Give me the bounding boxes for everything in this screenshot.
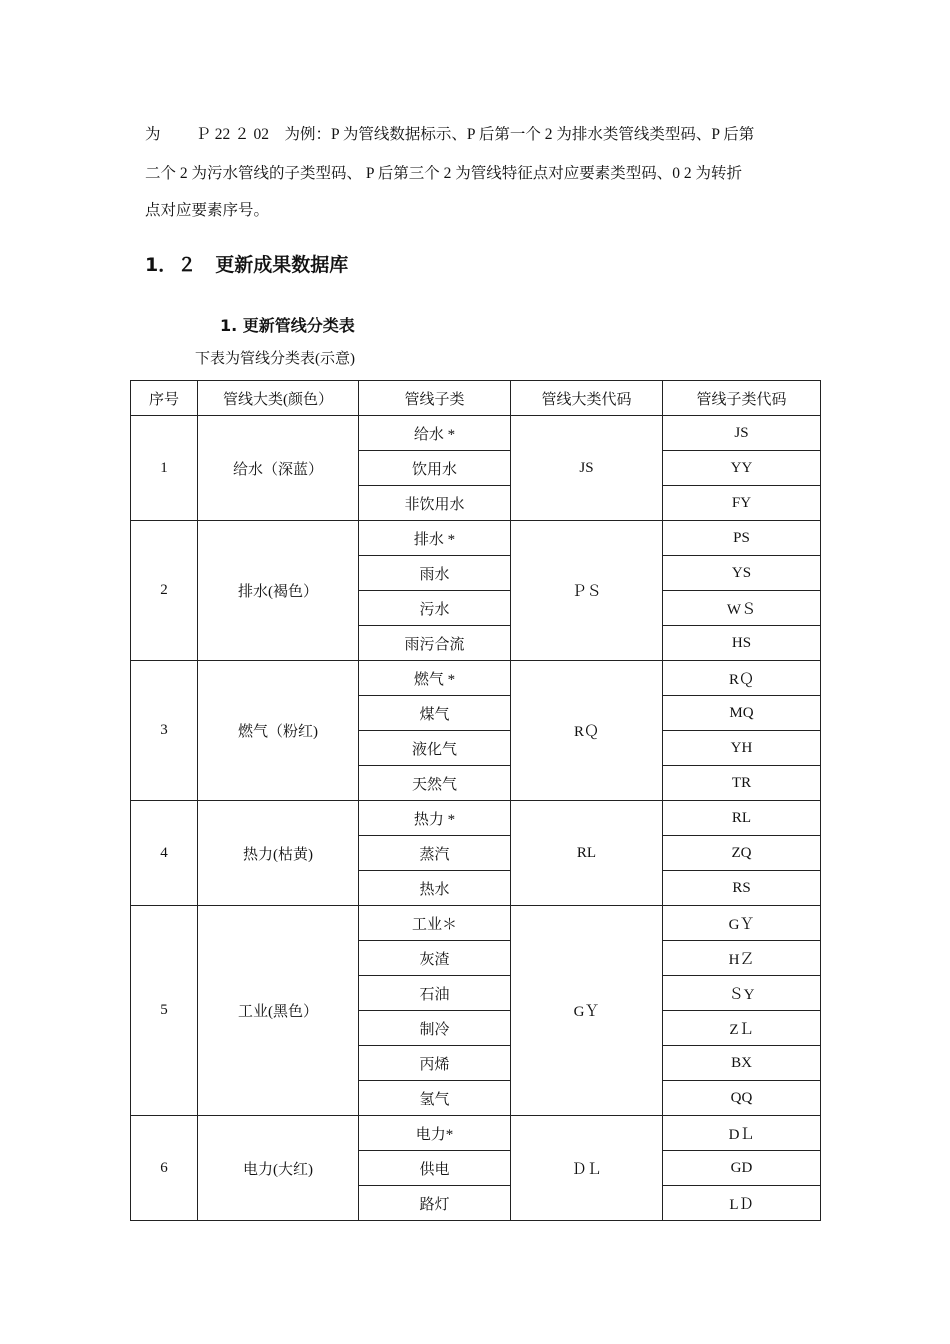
- cell-subcategory-code: HＺ: [663, 941, 821, 976]
- cell-category: 给水（深蓝）: [198, 416, 359, 521]
- cell-subcategory-code: MQ: [663, 696, 821, 731]
- cell-subcategory-code: PS: [663, 521, 821, 556]
- table-header-row: [131, 381, 821, 416]
- cell-subcategory-code: TR: [663, 766, 821, 801]
- cell-subcategory: 电力*: [359, 1116, 511, 1151]
- header-category: 管线大类(颜色）: [198, 381, 359, 416]
- cell-subcategory: 热水: [359, 871, 511, 906]
- cell-subcategory: 液化气: [359, 731, 511, 766]
- intro-line-2: 二个 2 为污水管线的子类型码、 P 后第三个 2 为管线特征点对应要素类型码、0 2 为转折: [145, 165, 743, 182]
- cell-subcategory-code: LＤ: [663, 1186, 821, 1221]
- cell-subcategory-code: QQ: [663, 1081, 821, 1116]
- table-row: [131, 521, 821, 556]
- cell-category-code: ＰＳ: [511, 521, 663, 661]
- table-row: [131, 1116, 821, 1151]
- header-subcategory-code: 管线子类代码: [663, 381, 821, 416]
- cell-category: 电力(大红): [198, 1116, 359, 1221]
- table-row: [131, 416, 821, 451]
- cell-subcategory-code: GD: [663, 1151, 821, 1186]
- cell-subcategory: 雨水: [359, 556, 511, 591]
- cell-subcategory-code: DＬ: [663, 1116, 821, 1151]
- cell-no: 2: [131, 521, 198, 661]
- cell-subcategory: 石油: [359, 976, 511, 1011]
- cell-category-code: RＱ: [511, 661, 663, 801]
- cell-subcategory-code: RS: [663, 871, 821, 906]
- header-no: 序号: [131, 381, 198, 416]
- cell-subcategory: 排水 *: [359, 521, 511, 556]
- cell-subcategory: 制冷: [359, 1011, 511, 1046]
- cell-no: 3: [131, 661, 198, 801]
- table-row: [131, 801, 821, 836]
- pipeline-classification-table: [130, 380, 821, 1221]
- cell-category-code: GＹ: [511, 906, 663, 1116]
- cell-category-code: JS: [511, 416, 663, 521]
- cell-category-code: ＤＬ: [511, 1116, 663, 1221]
- cell-subcategory-code: ZＬ: [663, 1011, 821, 1046]
- cell-subcategory-code: WＳ: [663, 591, 821, 626]
- cell-subcategory: 雨污合流: [359, 626, 511, 661]
- header-category-code: 管线大类代码: [511, 381, 663, 416]
- cell-subcategory: 路灯: [359, 1186, 511, 1221]
- cell-no: 1: [131, 416, 198, 521]
- cell-subcategory-code: FY: [663, 486, 821, 521]
- table-row: [131, 906, 821, 941]
- cell-no: 4: [131, 801, 198, 906]
- cell-subcategory: 天然气: [359, 766, 511, 801]
- cell-subcategory-code: HS: [663, 626, 821, 661]
- cell-subcategory: 蒸汽: [359, 836, 511, 871]
- cell-subcategory-code: RL: [663, 801, 821, 836]
- cell-category: 排水(褐色）: [198, 521, 359, 661]
- cell-category: 工业(黑色）: [198, 906, 359, 1116]
- cell-subcategory-code: JS: [663, 416, 821, 451]
- cell-subcategory-code: YS: [663, 556, 821, 591]
- subsection-heading: 1. 更新管线分类表: [220, 316, 355, 335]
- cell-subcategory: 饮用水: [359, 451, 511, 486]
- cell-category: 热力(枯黄): [198, 801, 359, 906]
- cell-subcategory-code: ZQ: [663, 836, 821, 871]
- cell-subcategory-code: YH: [663, 731, 821, 766]
- cell-category: 燃气（粉红): [198, 661, 359, 801]
- intro-line-3: 点对应要素序号。: [145, 202, 270, 219]
- table-body: [131, 416, 821, 1221]
- cell-no: 5: [131, 906, 198, 1116]
- cell-subcategory: 灰渣: [359, 941, 511, 976]
- intro-line-1: 为 Ｐ 22 ２ 02 为例：P 为管线数据标示、P 后第一个 2 为排水类管线类型码、P 后第: [145, 126, 755, 143]
- cell-subcategory: 非饮用水: [359, 486, 511, 521]
- section-heading: 1．２ 更新成果数据库: [145, 254, 349, 276]
- cell-subcategory-code: GＹ: [663, 906, 821, 941]
- cell-subcategory: 丙烯: [359, 1046, 511, 1081]
- cell-subcategory: 污水: [359, 591, 511, 626]
- cell-subcategory: 煤气: [359, 696, 511, 731]
- cell-category-code: RL: [511, 801, 663, 906]
- cell-subcategory: 给水 *: [359, 416, 511, 451]
- cell-subcategory: 氢气: [359, 1081, 511, 1116]
- cell-subcategory: 供电: [359, 1151, 511, 1186]
- header-subcategory: 管线子类: [359, 381, 511, 416]
- cell-subcategory: 热力 *: [359, 801, 511, 836]
- cell-no: 6: [131, 1116, 198, 1221]
- cell-subcategory-code: RＱ: [663, 661, 821, 696]
- cell-subcategory-code: ＳY: [663, 976, 821, 1011]
- cell-subcategory: 燃气 *: [359, 661, 511, 696]
- cell-subcategory-code: YY: [663, 451, 821, 486]
- cell-subcategory-code: BX: [663, 1046, 821, 1081]
- table-row: [131, 661, 821, 696]
- table-caption: 下表为管线分类表(示意): [195, 351, 355, 367]
- cell-subcategory: 工业＊: [359, 906, 511, 941]
